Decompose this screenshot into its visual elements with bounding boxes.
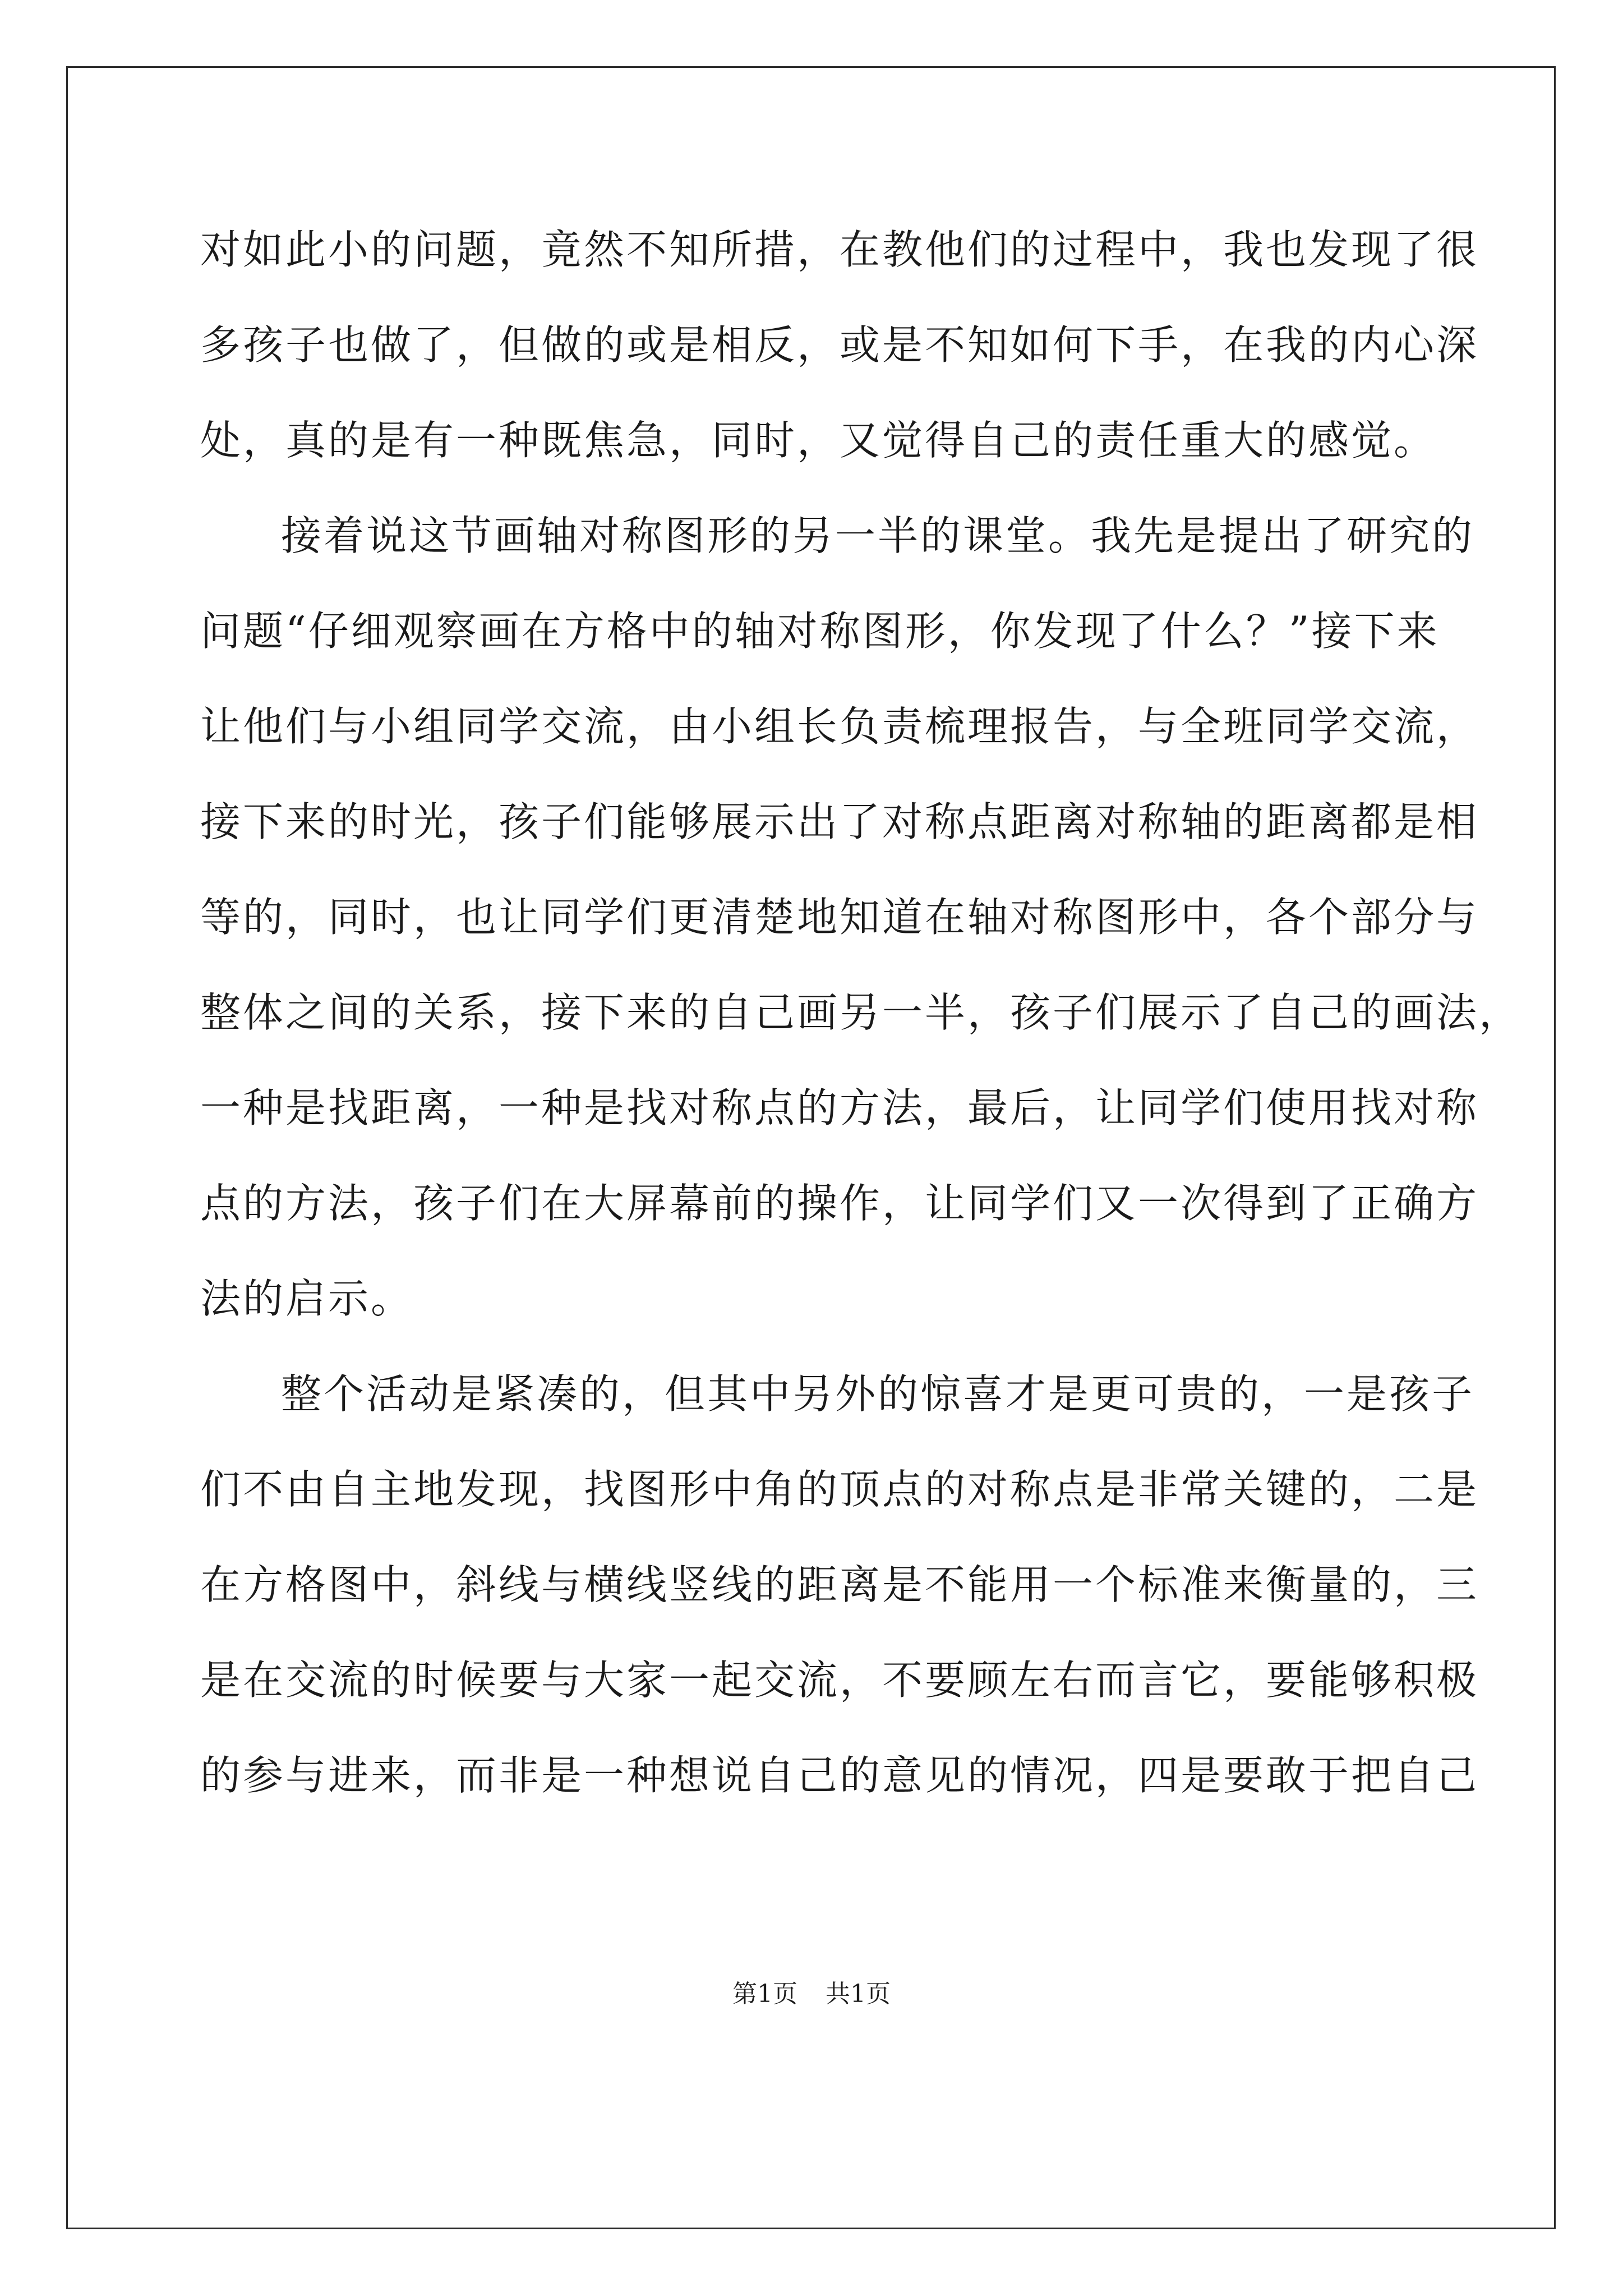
text-line-11: 点的方法，孩子们在大屏幕前的操作，让同学们又一次得到了正确方 xyxy=(200,1180,1479,1227)
text-line-4: 接着说这节画轴对称图形的另一半的课堂。我先是提出了研究的 xyxy=(281,512,1475,559)
text-line-14: 们不由自主地发现，找图形中角的顶点的对称点是非常关键的，二是 xyxy=(200,1466,1479,1513)
text-line-8: 等的，同时，也让同学们更清楚地知道在轴对称图形中，各个部分与 xyxy=(200,894,1479,941)
document-body xyxy=(200,216,1522,1837)
text-line-1: 对如此小的问题，竟然不知所措，在教他们的过程中，我也发现了很 xyxy=(200,226,1479,273)
text-line-7: 接下来的时光，孩子们能够展示出了对称点距离对称轴的距离都是相 xyxy=(200,798,1479,845)
page-number: 第1页 xyxy=(732,1980,797,2008)
text-line-15: 在方格图中，斜线与横线竖线的距离是不能用一个标准来衡量的，三 xyxy=(200,1561,1479,1608)
text-line-5: 问题“仔细观察画在方格中的轴对称图形，你发现了什么？”接下来 xyxy=(200,608,1440,655)
text-line-6: 让他们与小组同学交流，由小组长负责梳理报告，与全班同学交流， xyxy=(200,703,1479,750)
text-line-9: 整体之间的关系，接下来的自己画另一半，孩子们展示了自己的画法， xyxy=(200,989,1522,1036)
text-line-3: 处，真的是有一种既焦急，同时，又觉得自己的责任重大的感觉。 xyxy=(200,417,1437,464)
text-line-10: 一种是找距离，一种是找对称点的方法，最后，让同学们使用找对称 xyxy=(200,1084,1479,1131)
page-total: 共1页 xyxy=(826,1980,891,2008)
text-line-12: 法的启示。 xyxy=(200,1275,414,1322)
text-line-2: 多孩子也做了，但做的或是相反，或是不知如何下手，在我的内心深 xyxy=(200,321,1479,369)
text-line-16: 是在交流的时候要与大家一起交流，不要顾左右而言它，要能够积极 xyxy=(200,1657,1479,1704)
text-line-17: 的参与进来，而非是一种想说自己的意见的情况，四是要敢于把自己 xyxy=(200,1752,1479,1799)
text-line-13: 整个活动是紧凑的，但其中另外的惊喜才是更可贵的，一是孩子 xyxy=(281,1370,1475,1418)
page-footer xyxy=(0,1973,1623,2009)
